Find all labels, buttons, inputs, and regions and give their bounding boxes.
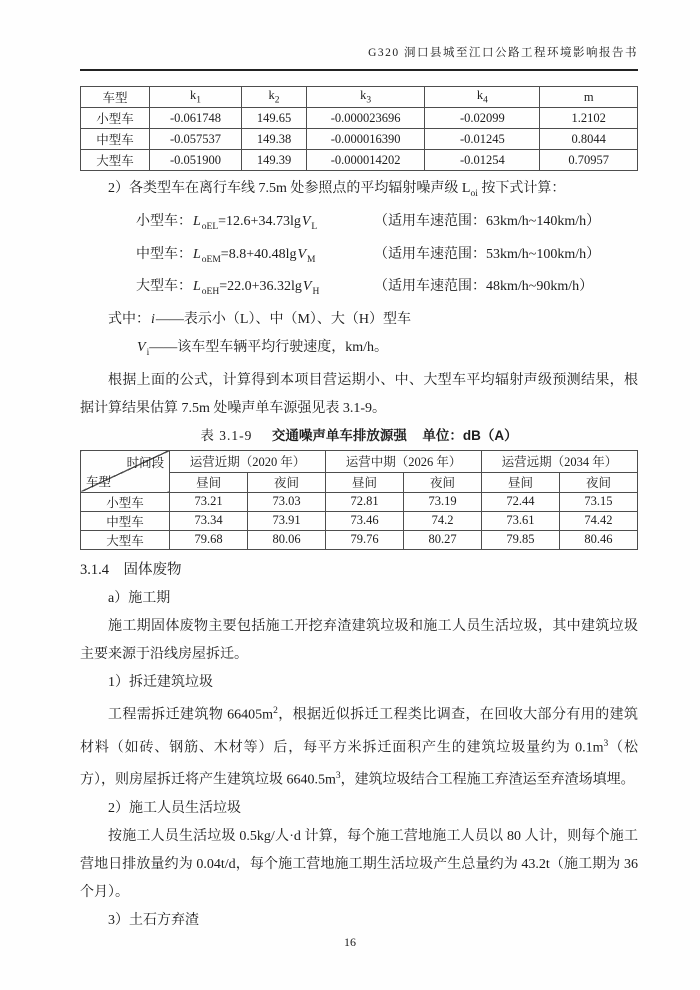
noise-formula-intro: 2）各类型车在离行车线 7.5m 处参照点的平均辐射噪声级 $L_{oi}$ 按下式计算：: [108, 181, 566, 199]
subheader-night: 夜间: [404, 472, 482, 492]
section-heading: 3.1.4 固体废物: [80, 561, 182, 578]
formula-expression: $L_{oEH}=22.0+36.32\lg V_H$: [193, 279, 320, 298]
table-cell: 73.34: [170, 511, 248, 530]
table-cell: 73.19: [404, 492, 482, 511]
table-cell: 1.2102: [540, 108, 638, 129]
running-header: [80, 44, 638, 71]
table-unit: 单位：dB（A）: [422, 427, 518, 443]
period-group-header: 运营远期（2034 年）: [481, 450, 637, 472]
column-header: m: [540, 87, 638, 108]
row-label: 中型车: [81, 129, 150, 150]
table-cell: 73.03: [248, 492, 326, 511]
table-cell: 72.44: [481, 492, 559, 511]
formula-label: 中型车：: [136, 246, 192, 262]
table-cell: 80.46: [559, 530, 637, 549]
table-cell: -0.01245: [425, 129, 540, 150]
item1-paragraph: 工程需拆迁建筑物 $66405m^2$，根据近似拆迁工程类比调查，在回收大部分有用的建筑材料（如砖、钢筋、木材等）后，每平方米拆迁面积产生的建筑垃圾量约为 $0.1m^3$（松方），则房屋拆迁将产生建筑垃圾 $6640.5m^3$，建筑垃圾结合工程施工弃渣运至弃渣场填埋。: [80, 705, 639, 788]
table-row: [81, 492, 638, 511]
noise-source-table: [80, 450, 638, 550]
formula-line-small-vehicle: [80, 208, 638, 241]
formula-label: 大型车：: [136, 279, 192, 295]
table-cell: -0.057537: [150, 129, 242, 150]
period-group-header: 运营中期（2026 年）: [326, 450, 482, 472]
table-cell: 79.85: [481, 530, 559, 549]
speed-range-note: （适用车速范围：53km/h~100km/h）: [374, 246, 601, 262]
table-row: [81, 511, 638, 530]
table-row: [81, 129, 638, 150]
formula-expression: $L_{oEM}=8.8+40.48\lg V_M$: [193, 246, 316, 265]
diagonal-corner-cell: [81, 450, 170, 492]
formula-expression: $L_{oEL}=12.6+34.73\lg V_L$: [193, 213, 318, 232]
formula-line-medium-vehicle: [80, 241, 638, 274]
table-cell: 74.2: [404, 511, 482, 530]
table-cell: 74.42: [559, 511, 637, 530]
page-number: 16: [344, 935, 356, 949]
coefficient-table: [80, 86, 638, 171]
solid-waste-intro-paragraph: 施工期固体废物主要包括施工开挖弃渣建筑垃圾和施工人员生活垃圾，其中建筑垃圾主要来源于沿线房屋拆迁。: [80, 618, 638, 662]
corner-label-period: 时间段: [126, 455, 165, 470]
formula-where-line-1: 式中：i——表示小（L）、中（M）、大（H）型车: [108, 312, 412, 328]
column-header: $k_4$: [425, 87, 540, 108]
table-header-row: [81, 450, 638, 472]
table-cell: -0.000016390: [307, 129, 425, 150]
formula-label: 小型车：: [136, 213, 192, 229]
subheader-day: 昼间: [170, 472, 248, 492]
column-header: $k_2$: [241, 87, 306, 108]
table-cell: 72.81: [326, 492, 404, 511]
period-group-header: 运营近期（2020 年）: [170, 450, 326, 472]
table-cell: 149.65: [241, 108, 306, 129]
item2-paragraph: 按施工人员生活垃圾 0.5kg/人·d 计算，每个施工营地施工人员以 80 人计，则每个施工营地日排放量约为 0.04t/d，每个施工营地施工期生活垃圾产生总量约为 43.2t（施工期为 36 个月）。: [80, 828, 638, 900]
row-label: 大型车: [81, 150, 150, 171]
subheader-night: 夜间: [559, 472, 637, 492]
table-cell: 73.15: [559, 492, 637, 511]
table-caption: [80, 426, 638, 447]
table-cell: 73.61: [481, 511, 559, 530]
result-paragraph: 根据上面的公式，计算得到本项目营运期小、中、大型车平均辐射声级预测结果，根据计算结果估算 7.5m 处噪声单车源强见表 3.1-9。: [80, 372, 638, 416]
table-cell: -0.061748: [150, 108, 242, 129]
row-label: 小型车: [81, 108, 150, 129]
table-cell: 0.8044: [540, 129, 638, 150]
formula-where-line-2: $V_i——$该车型车辆平均行驶速度，km/h。: [137, 340, 388, 358]
speed-range-note: （适用车速范围：63km/h~140km/h）: [374, 213, 601, 229]
table-cell: 0.70957: [540, 150, 638, 171]
table-cell: 80.27: [404, 530, 482, 549]
column-header: $k_1$: [150, 87, 242, 108]
table-cell: 73.21: [170, 492, 248, 511]
table-row: [81, 530, 638, 549]
subheader-day: 昼间: [326, 472, 404, 492]
table-cell: 73.46: [326, 511, 404, 530]
table-cell: 149.39: [241, 150, 306, 171]
table-cell: -0.02099: [425, 108, 540, 129]
table-number: 表 3.1-9: [200, 427, 253, 443]
subsection-a-title: a）施工期: [108, 590, 171, 606]
table-row: [81, 150, 638, 171]
row-label: 大型车: [81, 530, 170, 549]
column-header: 车型: [81, 87, 150, 108]
table-cell: 149.38: [241, 129, 306, 150]
report-title: G320 洞口县城至江口公路工程环境影响报告书: [368, 47, 638, 59]
speed-range-note: （适用车速范围：48km/h~90km/h）: [374, 279, 594, 295]
formula-line-large-vehicle: [80, 273, 638, 306]
item3-title: 3）土石方弃渣: [108, 912, 199, 928]
item2-title: 2）施工人员生活垃圾: [108, 800, 241, 816]
table-cell: 73.91: [248, 511, 326, 530]
row-label: 小型车: [81, 492, 170, 511]
table-cell: 79.68: [170, 530, 248, 549]
table-title: 交通噪声单车排放源强: [271, 427, 407, 443]
table-cell: 79.76: [326, 530, 404, 549]
subheader-day: 昼间: [481, 472, 559, 492]
column-header: $k_3$: [307, 87, 425, 108]
table-cell: -0.000014202: [307, 150, 425, 171]
subheader-night: 夜间: [248, 472, 326, 492]
table-cell: 80.06: [248, 530, 326, 549]
table-cell: -0.051900: [150, 150, 242, 171]
table-row: [81, 108, 638, 129]
table-header-row: [81, 87, 638, 108]
corner-label-vehicle: 车型: [86, 474, 112, 489]
table-cell: -0.01254: [425, 150, 540, 171]
row-label: 中型车: [81, 511, 170, 530]
item1-title: 1）拆迁建筑垃圾: [108, 674, 213, 690]
table-cell: -0.000023696: [307, 108, 425, 129]
